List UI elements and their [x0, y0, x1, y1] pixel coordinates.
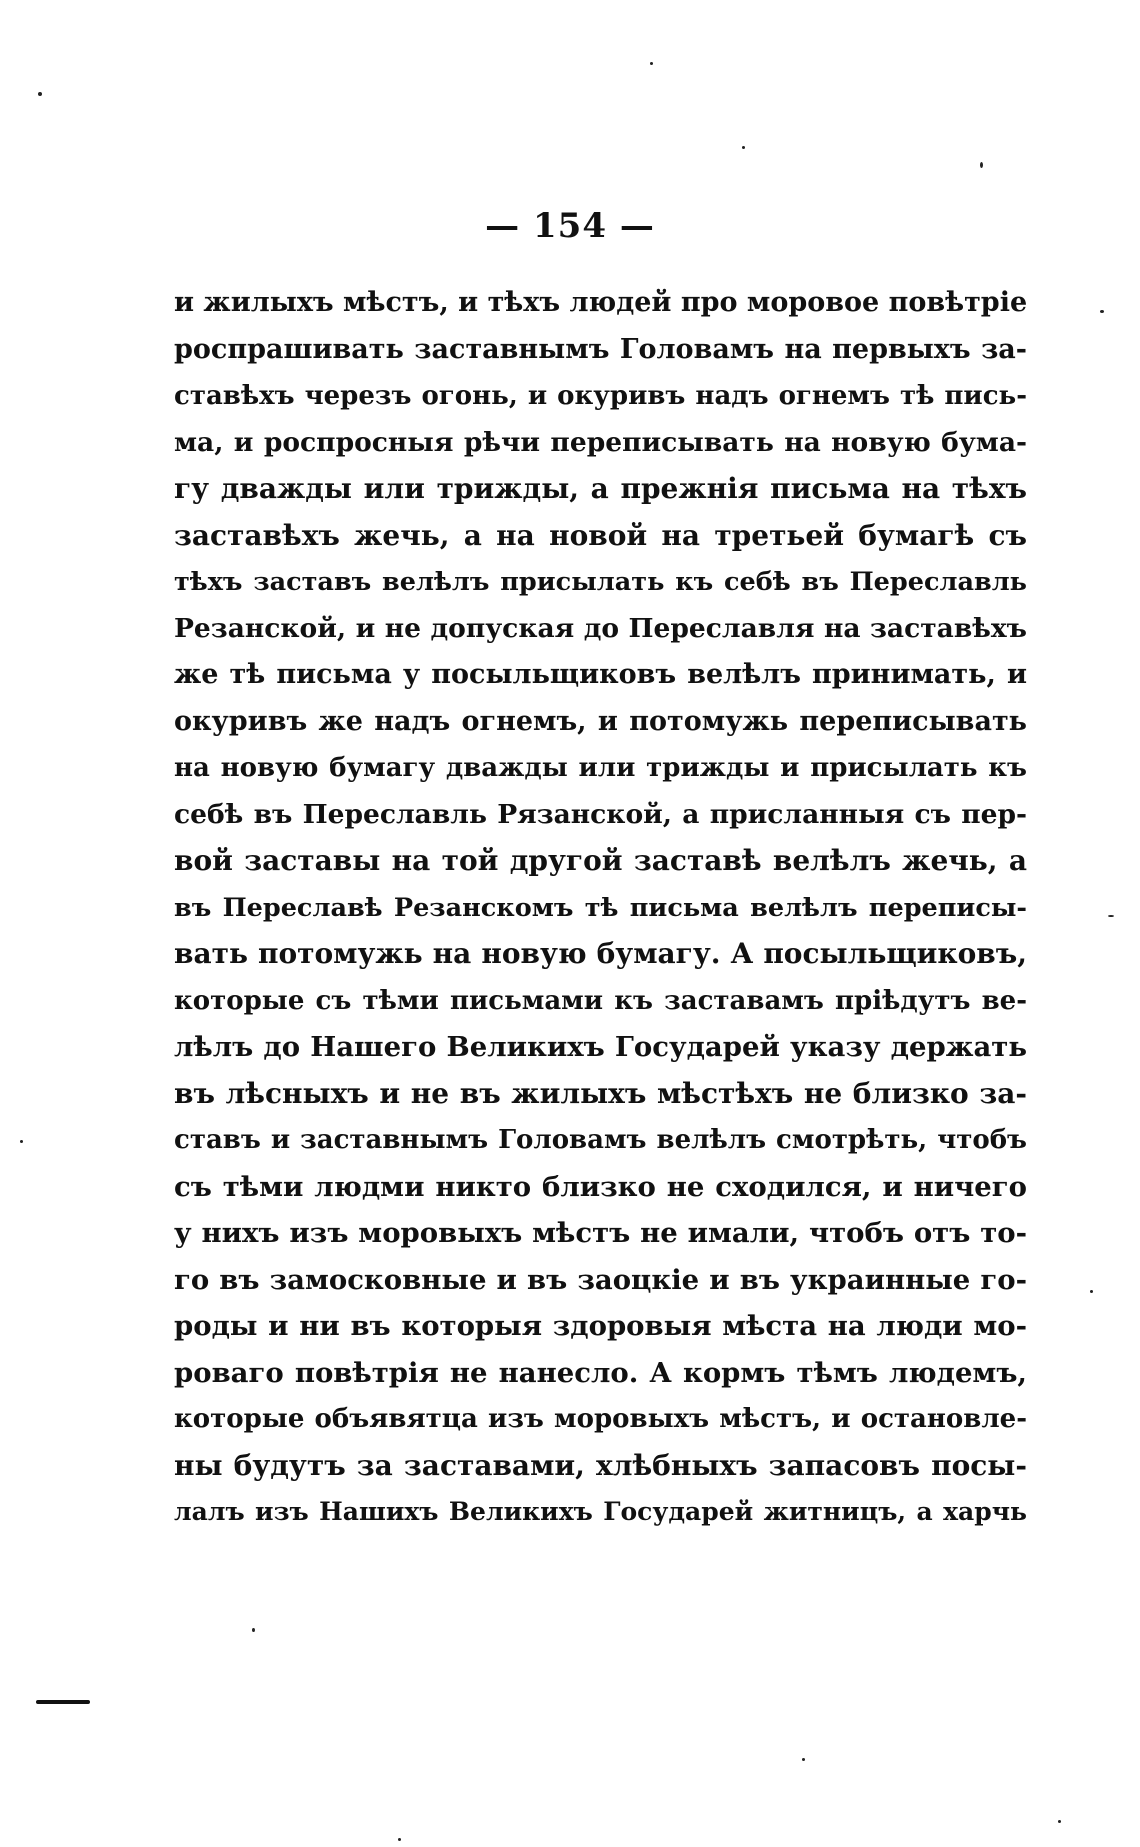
text-line: Резанской, и не допуская до Переславля на заставѣхъ	[174, 612, 1027, 644]
margin-mark	[36, 1700, 90, 1704]
text-line: вать потомужь на новую бумагу. А посыльщиковъ,	[174, 937, 1027, 970]
scan-speck	[650, 62, 653, 65]
text-line: которые съ тѣми письмами къ заставамъ пріѣдутъ ве-	[174, 985, 1027, 1016]
text-line: на новую бумагу дважды или трижды и присылать къ	[174, 753, 1027, 783]
text-line: заставѣхъ жечь, а на новой на третьей бумагѣ съ	[174, 518, 1027, 552]
scan-speck	[1100, 310, 1104, 313]
text-line: окуривъ же надъ огнемъ, и потомужь переписывать	[174, 705, 1027, 737]
scan-speck	[1090, 1290, 1093, 1293]
text-line: себѣ въ Переславль Рязанской, а присланныя съ пер-	[174, 798, 1027, 830]
page-number: — 154 —	[485, 206, 655, 246]
scan-speck	[252, 1628, 255, 1632]
scan-speck	[38, 92, 42, 96]
text-line: роды и ни въ которыя здоровыя мѣста на люди мо-	[174, 1310, 1027, 1342]
text-line: съ тѣми людми никто близко не сходился, и ничего	[174, 1170, 1027, 1203]
text-line: роваго повѣтрія не нанесло. А кормъ тѣмъ людемъ,	[174, 1356, 1027, 1389]
scan-speck	[398, 1838, 401, 1841]
scan-speck	[1058, 1820, 1061, 1823]
text-line: въ Переславѣ Резанскомъ тѣ письма велѣлъ переписы-	[174, 892, 1027, 923]
text-line: вой заставы на той другой заставѣ велѣлъ жечь, а	[174, 844, 1027, 877]
text-line: которые объявятца изъ моровыхъ мѣстъ, и остановле-	[174, 1404, 1027, 1434]
text-line: ма, и роспросныя рѣчи переписывать на новую бума-	[174, 426, 1027, 458]
text-line: въ лѣсныхъ и не въ жилыхъ мѣстѣхъ не близко за-	[174, 1076, 1027, 1110]
scan-speck	[742, 146, 745, 149]
text-line: ставѣхъ черезъ огонь, и окуривъ надъ огнемъ тѣ пись-	[174, 381, 1027, 411]
text-line: лѣлъ до Нашего Великихъ Государей указу держать	[174, 1031, 1027, 1063]
text-line: ны будутъ за заставами, хлѣбныхъ запасовъ посы-	[174, 1448, 1027, 1482]
text-line: и жилыхъ мѣстъ, и тѣхъ людей про моровое повѣтріе	[174, 287, 1027, 318]
text-line: у нихъ изъ моровыхъ мѣстъ не имали, чтобъ отъ то-	[174, 1217, 1027, 1249]
scan-speck	[980, 162, 983, 168]
scan-speck	[802, 1758, 805, 1761]
text-line: гу дважды или трижды, а прежнія письма на тѣхъ	[174, 472, 1027, 505]
scan-speck	[1108, 915, 1114, 917]
text-line: же тѣ письма у посыльщиковъ велѣлъ принимать, и	[174, 659, 1027, 690]
text-line: го въ замосковные и въ заоцкіе и въ украинные го-	[174, 1263, 1027, 1296]
text-line: ставъ и заставнымъ Головамъ велѣлъ смотрѣть, чтобъ	[174, 1125, 1027, 1155]
body-text	[174, 280, 1027, 1536]
text-line: роспрашивать заставнымъ Головамъ на первыхъ за-	[174, 333, 1027, 365]
text-line: лалъ изъ Нашихъ Великихъ Государей житницъ, а харчь	[174, 1497, 1027, 1526]
scan-speck	[20, 1140, 23, 1143]
text-line: тѣхъ заставъ велѣлъ присылать къ себѣ въ Переславль	[174, 567, 1027, 597]
